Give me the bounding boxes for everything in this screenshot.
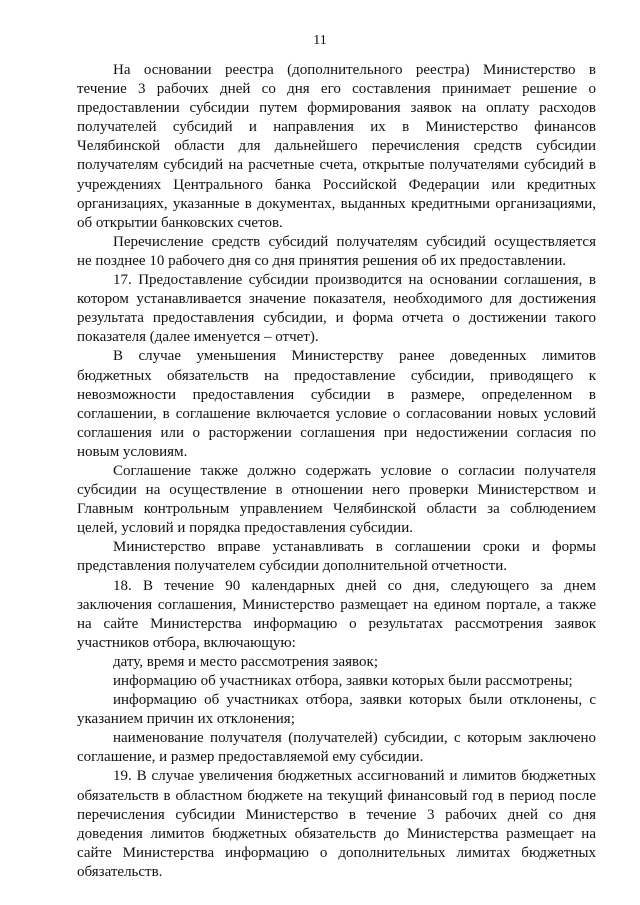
list-item bbox=[77, 653, 596, 672]
text-line: На основании реестра (дополнительного реестра) Министерство в bbox=[113, 62, 596, 78]
text-line: течение 3 рабочих дней со дня его составления принимает решение о bbox=[77, 81, 596, 98]
paragraph bbox=[77, 233, 596, 271]
text-line: обязательств. bbox=[77, 863, 163, 880]
text-line: участников отбора, включающую: bbox=[77, 634, 296, 651]
paragraph bbox=[77, 767, 596, 882]
text-line: Главным контрольным управлением Челябинской области за соблюдением bbox=[77, 501, 596, 518]
paragraph bbox=[77, 61, 596, 233]
text-line: бюджетных обязательств на предоставление субсидии, приводящего к bbox=[77, 367, 596, 384]
text-line: 18. В течение 90 календарных дней со дня, следующего за днем bbox=[113, 577, 596, 594]
text-line: на сайте Министерства информацию о результатах рассмотрения заявок bbox=[77, 615, 596, 632]
paragraph bbox=[77, 577, 596, 653]
text-line: Министерство вправе устанавливать в соглашении сроки и формы bbox=[113, 539, 596, 556]
text-line: информацию об участниках отбора, заявки которых были рассмотрены; bbox=[113, 673, 573, 689]
text-line: получателям субсидий на расчетные счета, открытые получателями субсидий в bbox=[77, 157, 596, 174]
text-line: доведения лимитов бюджетных обязательств до Министерства размещает на bbox=[77, 825, 596, 842]
text-line: Челябинской области для дальнейшего перечисления средств субсидии bbox=[77, 138, 596, 155]
text-line: 19. В случае увеличения бюджетных ассигнований и лимитов бюджетных bbox=[113, 768, 596, 785]
text-line: В случае уменьшения Министерству ранее доведенных лимитов bbox=[113, 348, 596, 365]
text-line: соглашения или о расторжении соглашения при недостижении согласия по bbox=[77, 424, 596, 441]
paragraph bbox=[77, 538, 596, 576]
text-line: перечисления субсидии Министерство в течение 3 рабочих дней со дня bbox=[77, 806, 596, 823]
text-line: невозможности предоставления субсидии в размере, определенном в bbox=[77, 386, 596, 403]
text-line: предоставлении субсидии путем формирования заявок на оплату расходов bbox=[77, 100, 596, 117]
paragraph bbox=[77, 271, 596, 347]
list-item bbox=[77, 729, 596, 767]
text-line: об открытии банковских счетов. bbox=[77, 214, 283, 231]
list-item bbox=[77, 672, 596, 691]
text-line: указанием причин их отклонения; bbox=[77, 711, 295, 728]
text-line: представления получателем субсидии дополнительной отчетности. bbox=[77, 558, 507, 575]
text-line: заключения соглашения, Министерство размещает на едином портале, а также bbox=[77, 596, 596, 613]
text-line: обязательств в областном бюджете на текущий финансовый год в период после bbox=[77, 787, 596, 804]
text-line: организациях, указанные в документах, выданных кредитными организациями, bbox=[77, 195, 596, 212]
text-line: наименование получателя (получателей) субсидии, с которым заключено bbox=[113, 730, 596, 747]
text-line: не позднее 10 рабочего дня со дня принятия решения об их предоставлении. bbox=[77, 252, 567, 269]
paragraph bbox=[77, 462, 596, 538]
text-line: результата предоставления субсидии, и форма отчета о достижении такого bbox=[77, 310, 596, 327]
text-line: целей, условий и порядка предоставления субсидии. bbox=[77, 520, 413, 537]
text-line: Соглашение также должно содержать условие о согласии получателя bbox=[113, 462, 596, 479]
text-line: сайте Министерства информацию о дополнительных лимитах бюджетных bbox=[77, 844, 596, 861]
document-body bbox=[77, 61, 596, 882]
text-line: показателя (далее именуется – отчет). bbox=[77, 329, 319, 346]
paragraph bbox=[77, 347, 596, 462]
page-number: 11 bbox=[313, 33, 327, 48]
text-line: котором устанавливается значение показателя, необходимого для достижения bbox=[77, 291, 596, 308]
text-line: соглашении, в соглашение включается условие о согласовании новых условий bbox=[77, 405, 596, 422]
text-line: получателей субсидий и направления их в Министерство финансов bbox=[77, 119, 596, 136]
text-line: новым условиям. bbox=[77, 443, 188, 460]
list-item bbox=[77, 691, 596, 729]
text-line: учреждениях Центрального банка Российской Федерации или кредитных bbox=[77, 176, 596, 193]
text-line: информацию об участниках отбора, заявки которых были отклонены, с bbox=[113, 692, 596, 709]
text-line: дату, время и место рассмотрения заявок; bbox=[113, 653, 378, 670]
text-line: субсидии на осуществление в отношении него проверки Министерством и bbox=[77, 482, 596, 499]
text-line: 17. Предоставление субсидии производится на основании соглашения, в bbox=[113, 272, 596, 289]
text-line: Перечисление средств субсидий получателям субсидий осуществляется bbox=[113, 233, 596, 250]
text-line: соглашение, и размер предоставляемой ему субсидии. bbox=[77, 749, 424, 766]
